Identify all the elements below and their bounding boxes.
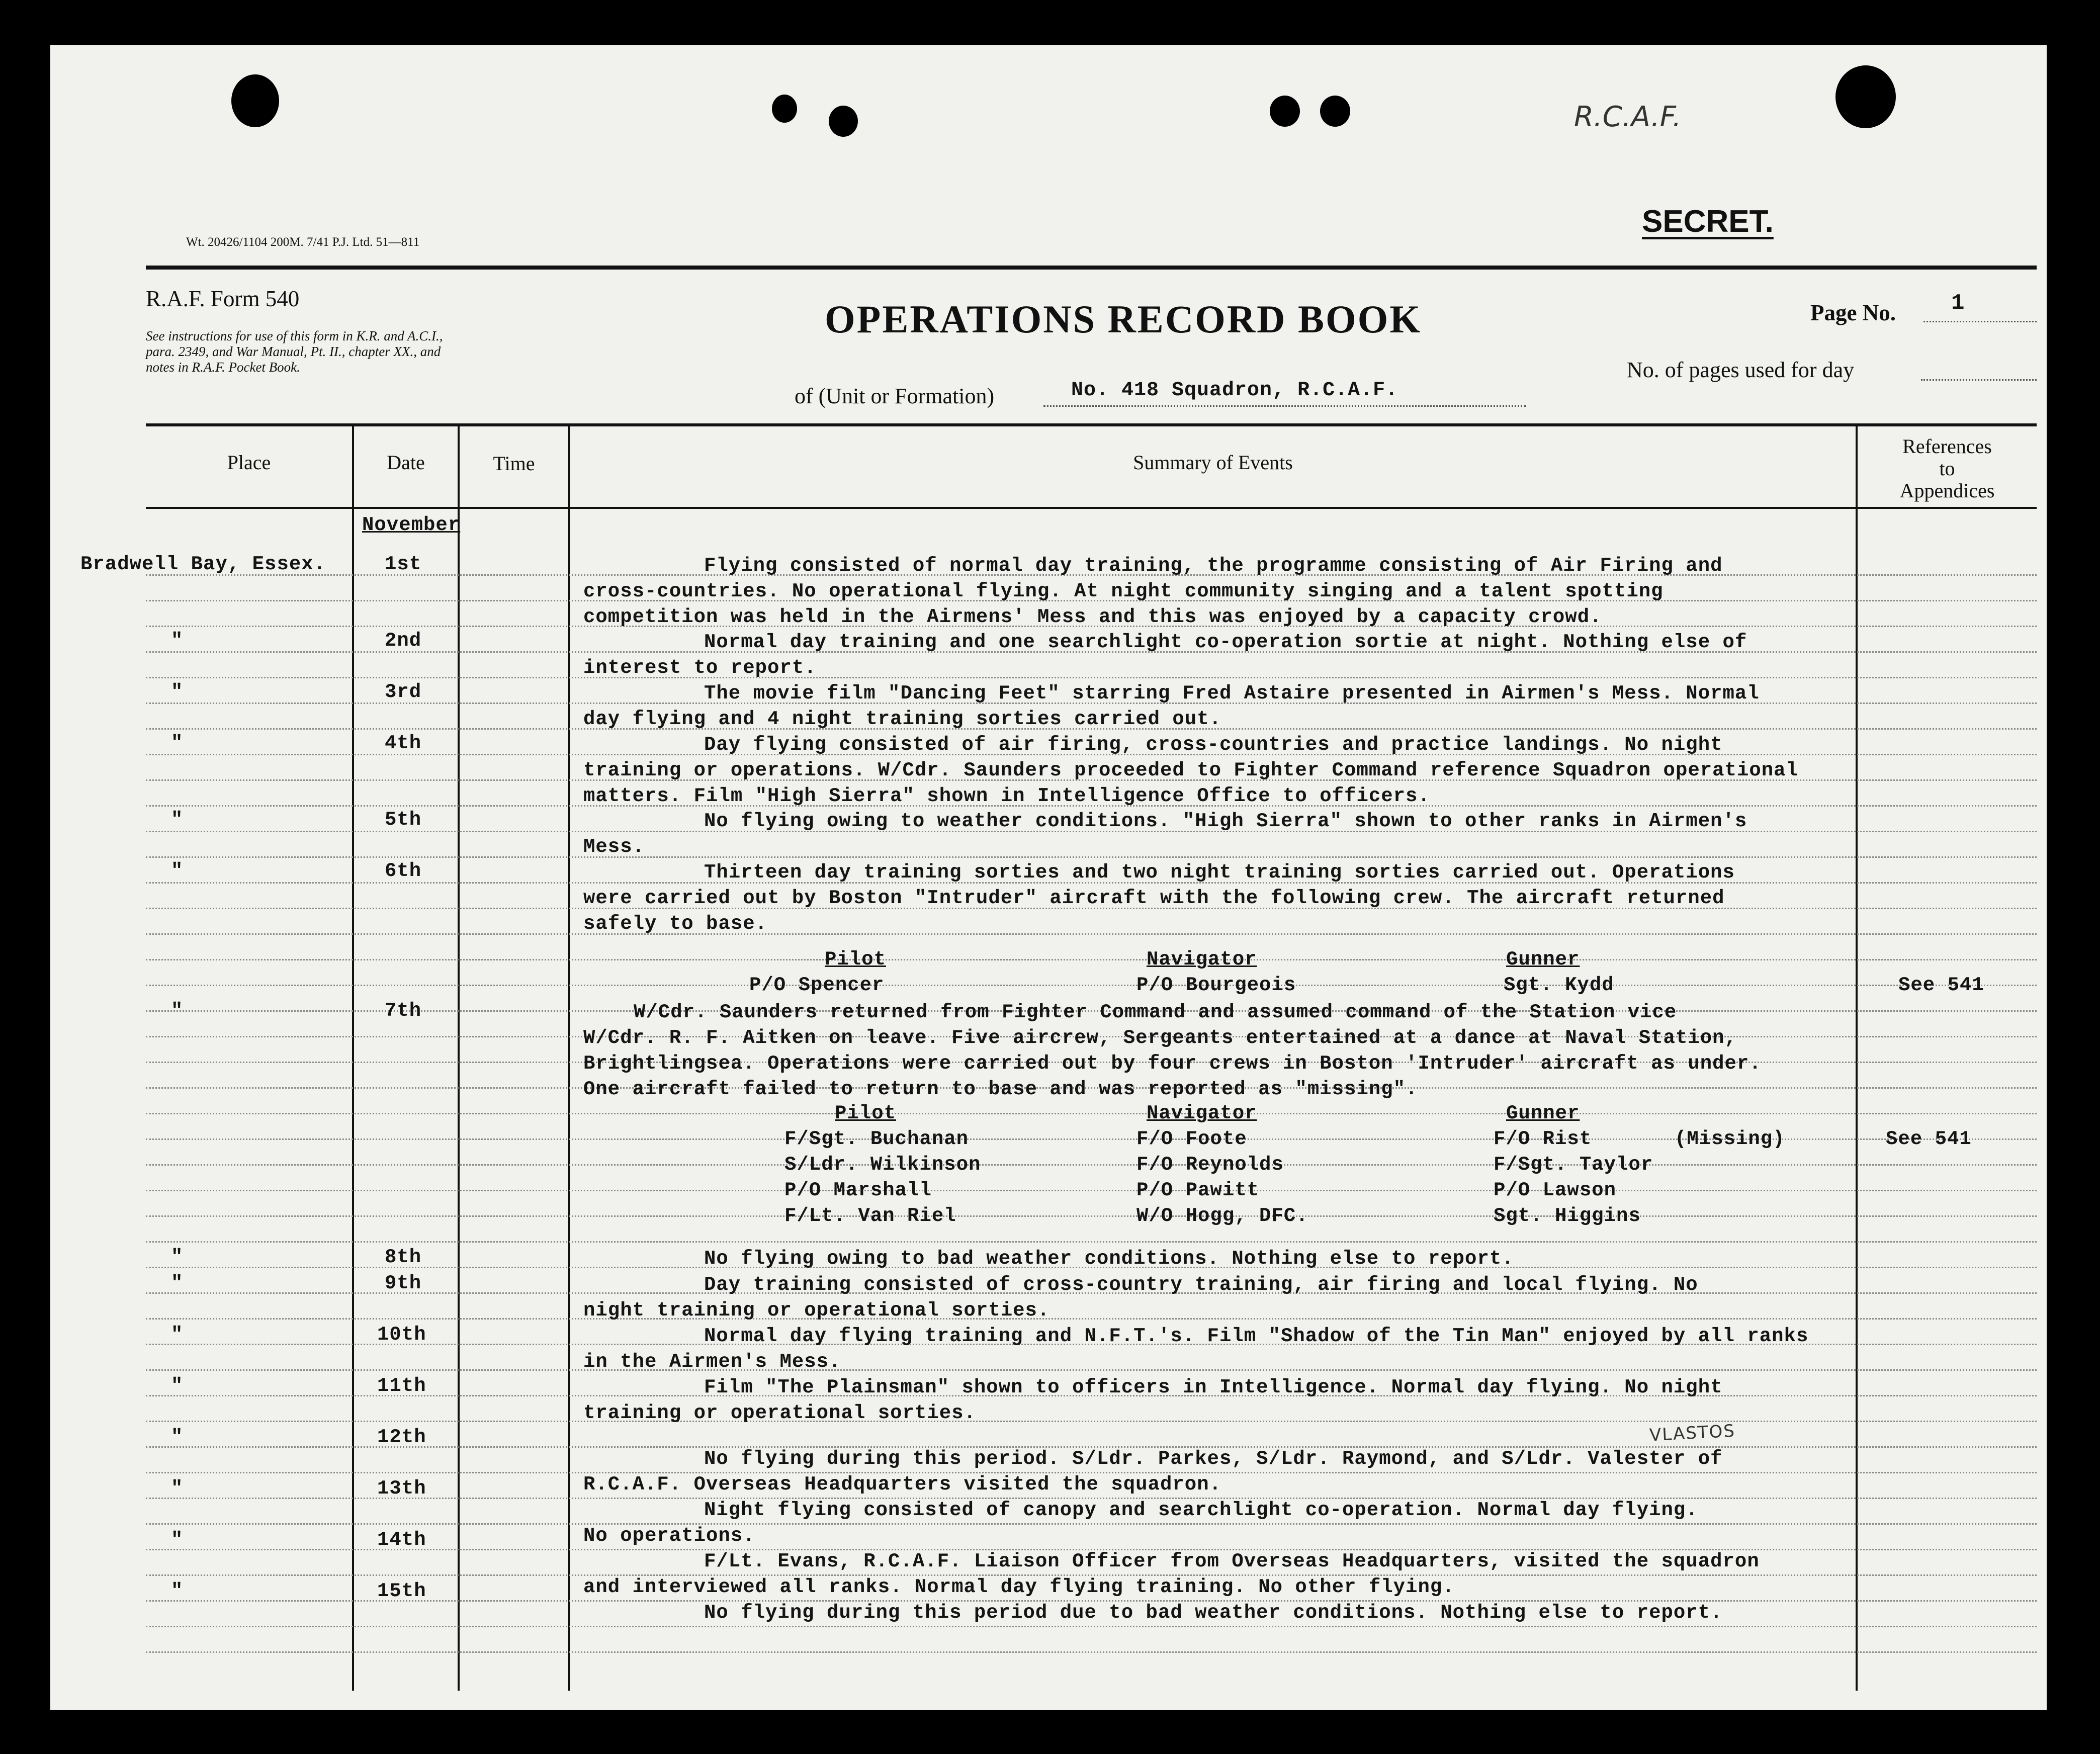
ruled-line	[146, 1190, 2037, 1191]
crew-header-gunner: Gunner	[1506, 1102, 1580, 1124]
ruled-line	[146, 1651, 2037, 1653]
ditto-mark: "	[171, 1375, 184, 1397]
entry-5: No flying owing to weather conditions. "High Sierra" shown to other ranks in Airmen's Mess.	[583, 810, 1747, 858]
col-header-refs: References to Appendices	[1899, 435, 1995, 502]
punch-hole	[1270, 96, 1300, 127]
crew-navigator: P/O Bourgeois	[1136, 974, 1296, 996]
crew-gunner: Sgt. Higgins	[1494, 1205, 1641, 1227]
ditto-mark: "	[171, 630, 184, 652]
page-label: Page No.	[1810, 300, 1896, 325]
entry-12: No flying during this period. S/Ldr. Parkes, S/Ldr. Raymond, and S/Ldr. Valester of R.C.A.F. Overseas Headquarters visited the squadron.	[583, 1448, 1723, 1496]
ruled-line	[146, 985, 2037, 986]
date-5: 5th	[385, 809, 422, 831]
entry-1: Flying consisted of normal day training, the programme consisting of Air Firing and cross-countries. No operational flying. At night community singing and a talent spotting competition was held in the Airmens' Mess and this was enjoyed by a capacity crowd.	[583, 555, 1723, 628]
ditto-mark: "	[171, 1272, 184, 1294]
date-14: 14th	[377, 1529, 426, 1551]
date-6: 6th	[385, 860, 422, 882]
crew-pilot: F/Lt. Van Riel	[784, 1205, 956, 1227]
ditto-mark: "	[171, 681, 184, 703]
crew-note: (Missing)	[1675, 1128, 1785, 1150]
entry-14: F/Lt. Evans, R.C.A.F. Liaison Officer from Overseas Headquarters, visited the squadron and interviewed all ranks. Normal day flying training. No other flying.	[583, 1550, 1760, 1598]
ditto-mark: "	[171, 1246, 184, 1268]
crew-header-navigator: Navigator	[1147, 1102, 1257, 1124]
col-header-place: Place	[227, 451, 271, 474]
col-divider-date	[458, 423, 460, 1691]
crew-navigator: F/O Foote	[1136, 1128, 1247, 1150]
date-11: 11th	[377, 1375, 426, 1397]
crew-gunner: P/O Lawson	[1494, 1179, 1617, 1201]
crew-header-navigator: Navigator	[1147, 948, 1257, 971]
entry-2: Normal day training and one searchlight co-operation sortie at night. Nothing else of interest to report.	[583, 631, 1747, 679]
crew-pilot: S/Ldr. Wilkinson	[784, 1154, 981, 1176]
date-13: 13th	[377, 1477, 426, 1500]
crew-navigator: F/O Reynolds	[1136, 1154, 1284, 1176]
place-first: Bradwell Bay, Essex.	[80, 553, 326, 575]
crew-header-pilot: Pilot	[835, 1102, 897, 1124]
col-divider-time	[568, 423, 570, 1691]
unit-value: No. 418 Squadron, R.C.A.F.	[1071, 379, 1398, 402]
crew-header-pilot: Pilot	[825, 948, 887, 971]
punch-hole	[1835, 65, 1896, 128]
month-label: November	[362, 514, 461, 536]
crew-gunner: Sgt. Kydd	[1504, 974, 1614, 996]
entry-6: Thirteen day training sorties and two night training sorties carried out. Operations were carried out by Boston "Intruder" aircraft with the following crew. The aircraft returned safely to base.	[583, 861, 1735, 935]
record-book-heading: OPERATIONS RECORD BOOK	[825, 297, 1422, 341]
date-2: 2nd	[385, 630, 422, 652]
crew-gunner: F/O Rist	[1494, 1128, 1592, 1150]
date-4: 4th	[385, 732, 422, 754]
ruled-line	[146, 959, 2037, 960]
ditto-mark: "	[171, 1529, 184, 1551]
col-divider-refs	[1856, 423, 1858, 1691]
entry-9: Day training consisted of cross-country training, air firing and local flying. No night training or operational sorties.	[583, 1274, 1698, 1322]
date-3: 3rd	[385, 681, 422, 703]
entry-8: No flying owing to bad weather conditions. Nothing else to report.	[704, 1248, 1514, 1270]
crew-navigator: W/O Hogg, DFC.	[1136, 1205, 1308, 1227]
ruled-line	[146, 1626, 2037, 1627]
form-title: R.A.F. Form 540	[146, 286, 300, 311]
ruled-line	[146, 1215, 2037, 1217]
pages-used-dotted-line	[1921, 379, 2037, 381]
date-15: 15th	[377, 1580, 426, 1602]
crew-pilot: P/O Spencer	[749, 974, 885, 996]
appendix-ref-6: See 541	[1898, 974, 1984, 996]
entry-3: The movie film "Dancing Feet" starring Fred Astaire presented in Airmen's Mess. Normal day flying and 4 night training sorties carried out.	[583, 682, 1760, 730]
entry-15: No flying during this period due to bad weather conditions. Nothing else to report.	[704, 1602, 1723, 1624]
crew-header-gunner: Gunner	[1506, 948, 1580, 971]
handwritten-note: R.C.A.F.	[1574, 101, 1682, 133]
page-dotted-line	[1923, 321, 2037, 322]
appendix-ref-7: See 541	[1886, 1128, 1972, 1150]
punch-hole	[231, 74, 279, 127]
ditto-mark: "	[171, 809, 184, 831]
table-top-rule	[146, 423, 2037, 426]
col-header-summary: Summary of Events	[1133, 451, 1293, 474]
ruled-line	[146, 1164, 2037, 1166]
ditto-mark: "	[171, 1477, 184, 1500]
top-rule	[146, 266, 2037, 270]
crew-pilot: P/O Marshall	[784, 1179, 932, 1201]
ditto-mark: "	[171, 1000, 184, 1022]
entry-13: Night flying consisted of canopy and searchlight co-operation. Normal day flying. No operations.	[583, 1499, 1698, 1547]
unit-dotted-line	[1043, 405, 1526, 407]
ditto-mark: "	[171, 860, 184, 882]
date-7: 7th	[385, 1000, 422, 1022]
ditto-mark: "	[171, 1426, 184, 1448]
entry-4: Day flying consisted of air firing, cross-countries and practice landings. No night training or operations. W/Cdr. Saunders proceeded to Fighter Command reference Squadron operational matters. Film "High Sierra" shown in Intelligence Office to officers.	[583, 734, 1798, 807]
ditto-mark: "	[171, 1580, 184, 1602]
ditto-mark: "	[171, 732, 184, 754]
ditto-mark: "	[171, 1324, 184, 1346]
ruled-line	[146, 1241, 2037, 1243]
pages-used-label: No. of pages used for day	[1627, 358, 1855, 382]
handwritten-correction: VLASTOS	[1649, 1421, 1736, 1446]
punch-hole	[772, 95, 797, 123]
entry-11: Film "The Plainsman" shown to officers in Intelligence. Normal day flying. No night training or operational sorties.	[583, 1376, 1723, 1424]
punch-hole	[829, 106, 858, 137]
record-sheet	[50, 45, 2047, 1710]
print-code: Wt. 20426/1104 200M. 7/41 P.J. Ltd. 51—811	[186, 235, 420, 249]
crew-pilot: F/Sgt. Buchanan	[784, 1128, 969, 1150]
date-9: 9th	[385, 1272, 422, 1294]
entry-10: Normal day flying training and N.F.T.'s. Film "Shadow of the Tin Man" enjoyed by all ranks in the Airmen's Mess.	[583, 1325, 1809, 1373]
ruled-line	[146, 1113, 2037, 1114]
col-header-time: Time	[493, 452, 535, 475]
entry-7: W/Cdr. Saunders returned from Fighter Command and assumed command of the Station vice W/Cdr. R. F. Aitken on leave. Five aircrew, Sergeants entertained at a dance at Naval Station, Brightlingsea. Operations were carried out by four crews in Boston 'Intruder' aircraft as under. One aircraft failed to return to base and was reported as "missing".	[583, 1001, 1762, 1100]
classification-stamp: SECRET.	[1642, 204, 1774, 239]
date-10: 10th	[377, 1324, 426, 1346]
col-divider-place	[352, 423, 354, 1691]
punch-hole	[1320, 96, 1350, 127]
crew-gunner: F/Sgt. Taylor	[1494, 1154, 1653, 1176]
date-12: 12th	[377, 1426, 426, 1448]
date-8: 8th	[385, 1246, 422, 1268]
page-number: 1	[1951, 291, 1965, 316]
crew-navigator: P/O Pawitt	[1136, 1179, 1260, 1201]
col-header-date: Date	[387, 451, 425, 474]
form-instructions: See instructions for use of this form in K.R. and A.C.I., para. 2349, and War Manual, Pt. II., chapter XX., and notes in R.A.F. Pocket Book.	[146, 328, 443, 375]
date-1: 1st	[385, 553, 422, 575]
unit-label: of (Unit or Formation)	[795, 384, 995, 408]
table-header-rule	[146, 507, 2037, 509]
